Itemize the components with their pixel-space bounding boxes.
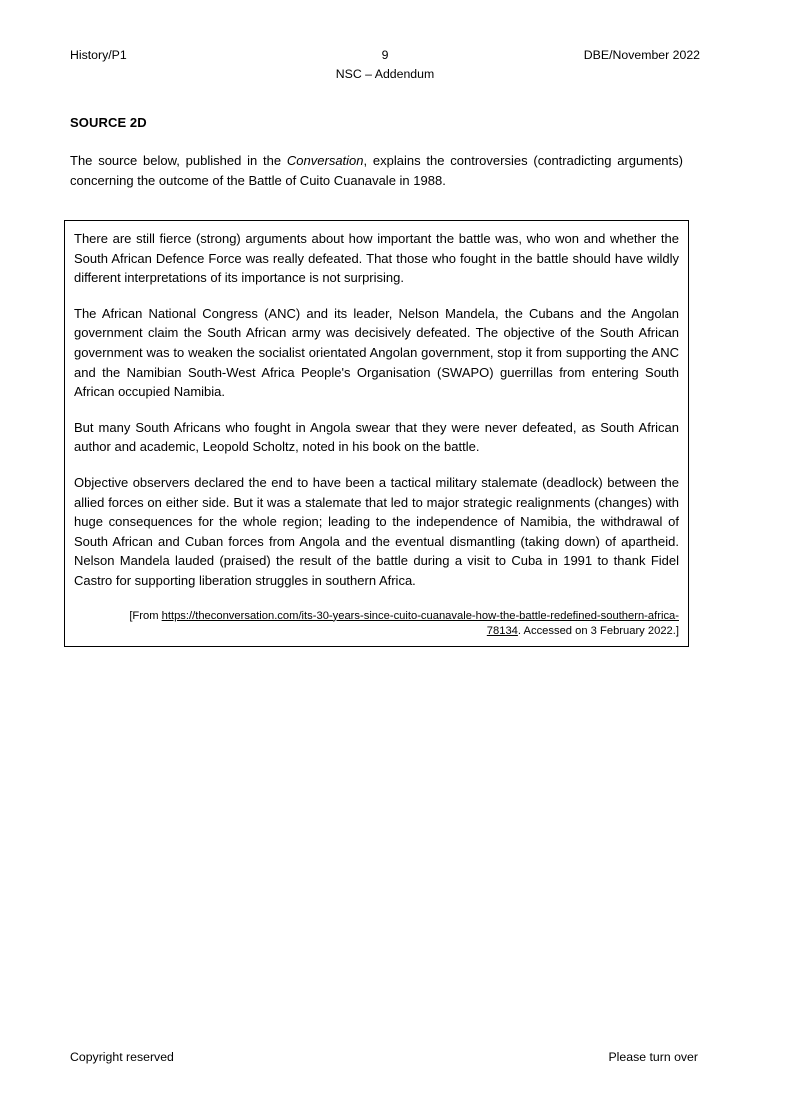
- source-intro-paragraph: [70, 151, 683, 190]
- citation-url[interactable]: https://theconversation.com/its-30-years-since-cuito-cuanavale-how-the-battle-redefined-southern-africa-78134: [161, 609, 679, 637]
- exam-line: NSC – Addendum: [335, 67, 435, 81]
- source-citation: [74, 609, 679, 640]
- source-heading: SOURCE 2D: [70, 115, 147, 130]
- intro-text-after: , explains the controversies (contradicting arguments) concerning the outcome of the Battle of Cuito Cuanavale in 1988.: [70, 153, 683, 188]
- source-paragraph: There are still fierce (strong) arguments about how important the battle was, who won and whether the South African Defence Force was really defeated. That those who fought in the battle should have wildly different interpretations of its importance is not surprising.: [74, 231, 679, 286]
- source-paragraph: The African National Congress (ANC) and its leader, Nelson Mandela, the Cubans and the Angolan government claim the South African army was decisively defeated. The objective of the South African government was to weaken the socialist orientated Angolan government, stop it from supporting the ANC and the Namibian South-West Africa People's Organisation (SWAPO) guerrillas from entering South African occupied Namibia.: [74, 305, 679, 400]
- running-head: [70, 46, 700, 86]
- running-head-row: [70, 46, 700, 81]
- page-number: 9: [381, 48, 389, 62]
- copyright-notice: Copyright reserved: [70, 1050, 174, 1064]
- exam-board-date: DBE/November 2022: [583, 48, 700, 62]
- source-paragraph: But many South Africans who fought in Angola swear that they were never defeated, as South African author and academic, Leopold Scholtz, noted in his book on the battle.: [74, 419, 679, 455]
- source-paragraph: Objective observers declared the end to have been a tactical military stalemate (deadlock) between the allied forces on either side. But it was a stalemate that led to major strategic realignments (changes) with huge consequences for the whole region; leading to the independence of Namibia, the withdrawal of South African and Cuban forces from Angola and the eventual dismantling (taking down) of apartheid. Nelson Mandela lauded (praised) the result of the battle during a visit to Cuba in 1991 to thank Fidel Castro for supporting liberation struggles in southern Africa.: [74, 474, 679, 588]
- turn-over-notice: Please turn over: [608, 1050, 698, 1064]
- intro-text-before: The source below, published in the: [70, 153, 287, 168]
- source-text-box: [64, 220, 689, 647]
- subject-paper-label: History/P1: [70, 48, 127, 62]
- page-footer: [70, 1050, 698, 1068]
- citation-prefix: [From: [129, 609, 162, 622]
- citation-suffix: . Accessed on 3 February 2022.]: [517, 625, 679, 637]
- publication-name: Conversation: [286, 153, 364, 168]
